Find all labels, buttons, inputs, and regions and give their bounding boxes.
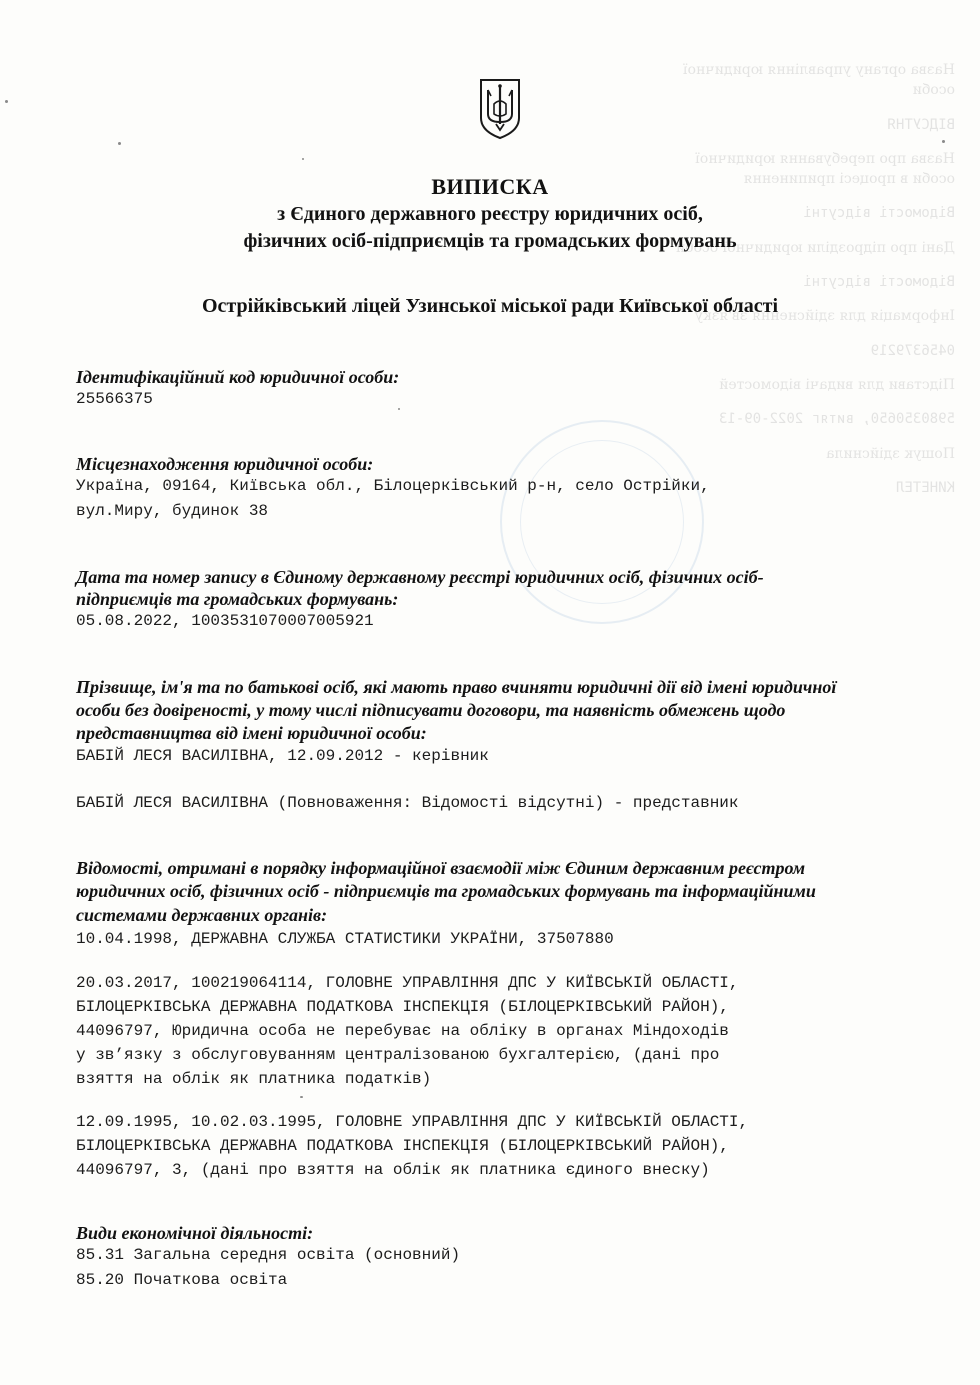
bleed-line: Інформація для здійснення зв'язку <box>694 308 955 325</box>
info-exchange-label: юридичних осіб, фізичних осіб - підприємців та громадських формувань та інформаційними <box>76 881 816 901</box>
bleed-line: ВІДСУТНЯ <box>887 116 955 133</box>
representatives-label: представництва від імені юридичної особи: <box>76 723 427 743</box>
activity-item: 85.31 Загальна середня освіта (основний) <box>76 1246 461 1264</box>
registration-label: підприємців та громадських формувань: <box>76 589 399 609</box>
bleed-line: Пошук здійснила <box>826 445 955 462</box>
bleed-line: 0456379219 <box>870 342 955 359</box>
bleed-line: Назва органу управління юридичної особи <box>683 62 955 99</box>
registration-value: 05.08.2022, 1003531070007005921 <box>76 612 374 630</box>
bleed-line: Дані про підрозділи юридичної особи <box>675 239 955 256</box>
bleed-line: Назва про перебування юридичної особи в процесі припинення <box>695 150 955 188</box>
info-record: у зв’язку з обслуговуванням централізованою бухгалтерією, (дані про <box>76 1046 720 1064</box>
bleed-line: КИНЕТЕЛ <box>895 479 955 496</box>
info-record: 44096797, 3, (дані про взяття на облік як платника єдиного внеску) <box>76 1161 710 1179</box>
bleed-through-text <box>655 60 955 512</box>
info-record: 10.04.1998, ДЕРЖАВНА СЛУЖБА СТАТИСТИКИ УКРАЇНИ, 37507880 <box>76 930 614 948</box>
activity-item: 85.20 Початкова освіта <box>76 1271 288 1289</box>
info-record: 20.03.2017, 100219064114, ГОЛОВНЕ УПРАВЛІННЯ ДПС У КИЇВСЬКІЙ ОБЛАСТІ, <box>76 974 739 992</box>
organization-name: Острійківський ліцей Узинської міської ради Київської області <box>201 295 779 317</box>
info-record: взяття на облік як платника податків) <box>76 1070 432 1088</box>
document-subtitle: з Єдиного державного реєстру юридичних осіб, <box>277 203 703 225</box>
trident-icon <box>478 78 522 140</box>
id-code-value: 25566375 <box>76 390 153 408</box>
representatives-label: Прізвище, ім'я та по батькові осіб, які мають право вчиняти юридичні дії від імені юридичної <box>76 677 837 697</box>
bleed-line: 5980350650, витяг 2022-09-13 <box>718 411 955 428</box>
document-title: ВИПИСКА <box>431 174 549 199</box>
scan-speck <box>302 158 304 160</box>
location-value: вул.Миру, будинок 38 <box>76 502 269 520</box>
info-record: БІЛОЦЕРКІВСЬКА ДЕРЖАВНА ПОДАТКОВА ІНСПЕКЦІЯ (БІЛОЦЕРКІВСЬКИЙ РАЙОН), <box>76 1137 729 1155</box>
scan-speck <box>942 140 945 143</box>
bleed-line: Підстави для видачі відомостей <box>719 376 955 393</box>
bleed-line: Відомості відсутні <box>803 274 955 291</box>
document-subtitle: фізичних осіб-підприємців та громадських формувань <box>243 230 737 252</box>
info-exchange-label: Відомості, отримані в порядку інформаційної взаємодії між Єдиним державним реєстром <box>76 858 806 878</box>
info-record: 44096797, Юридична особа не перебуває на обліку в органах Міндоходів <box>76 1022 729 1040</box>
scan-speck <box>5 100 8 103</box>
representative-entry: БАБІЙ ЛЕСЯ ВАСИЛІВНА (Повноваження: Відомості відсутні) - представник <box>76 794 739 812</box>
info-record: 12.09.1995, 10.02.03.1995, ГОЛОВНЕ УПРАВЛІННЯ ДПС У КИЇВСЬКІЙ ОБЛАСТІ, <box>76 1113 749 1131</box>
location-label: Місцезнаходження юридичної особи: <box>76 454 374 474</box>
id-code-label: Ідентифікаційний код юридичної особи: <box>76 367 400 387</box>
scan-speck <box>300 1096 303 1098</box>
representatives-label: особи без довіреності, у тому числі підписувати договори, та наявність обмежень щодо <box>76 700 786 720</box>
activities-label: Види економічної діяльності: <box>76 1223 314 1243</box>
info-exchange-label: системами державних органів: <box>76 905 328 925</box>
location-value: Україна, 09164, Київська обл., Білоцерківський р-н, село Острійки, <box>76 477 710 495</box>
registration-label: Дата та номер запису в Єдиному державному реєстрі юридичних осіб, фізичних осіб- <box>76 567 764 587</box>
representative-entry: БАБІЙ ЛЕСЯ ВАСИЛІВНА, 12.09.2012 - керівник <box>76 747 489 765</box>
info-record: БІЛОЦЕРКІВСЬКА ДЕРЖАВНА ПОДАТКОВА ІНСПЕКЦІЯ (БІЛОЦЕРКІВСЬКИЙ РАЙОН), <box>76 998 729 1016</box>
bleed-line: Відомості відсутні <box>803 205 955 222</box>
scan-speck <box>118 142 121 145</box>
